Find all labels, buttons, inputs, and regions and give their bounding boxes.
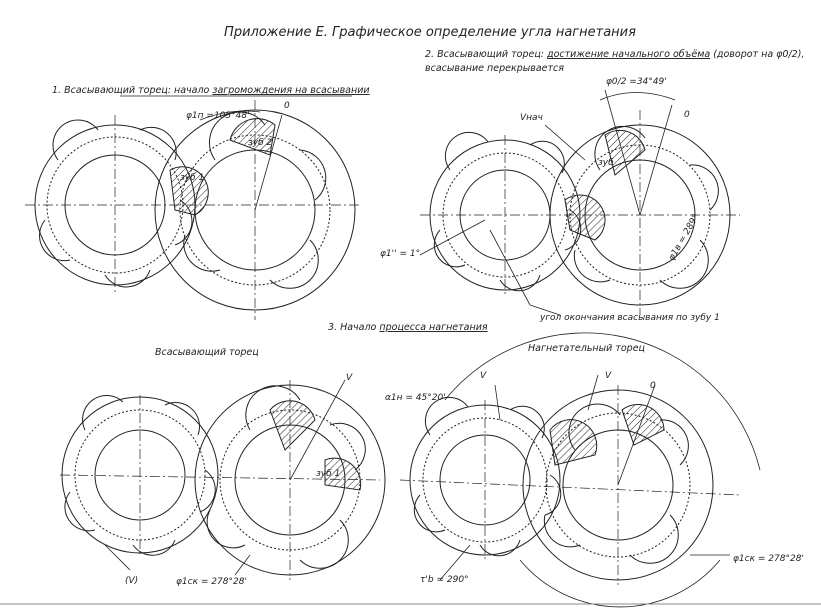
v-label-right-2: V xyxy=(605,371,612,381)
tooth-label-left: зуб 1 xyxy=(316,469,341,479)
discharge-end-subtitle: Нагнетательный торец xyxy=(528,343,646,354)
vparen-label: (V) xyxy=(125,576,139,586)
section1-caption: 1. Всасывающий торец: начало загромождения на всасывании xyxy=(52,85,370,96)
tooth2-label-1: зуб 2 xyxy=(248,138,273,148)
zero-label-1: 0 xyxy=(284,101,290,111)
tau-label: τ'b = 290° xyxy=(420,575,469,585)
section2-caption-line2: всасывание перекрывается xyxy=(425,63,564,74)
phi1pp-label: φ1'' = 1° xyxy=(380,249,421,259)
phi1sk-label-left: φ1ск = 278°28' xyxy=(176,577,247,587)
rotor-pair-1 xyxy=(25,100,360,320)
section2-caption-line1: 2. Всасывающий торец: достижение начального объёма (доворот на φ0/2), xyxy=(425,49,805,60)
section3-caption: 3. Начало процесса нагнетания xyxy=(328,322,488,333)
tooth1-label-1: зуб 1 xyxy=(180,173,205,183)
phi1n-label: φ1п =105°48' xyxy=(186,111,250,121)
vnach-label: Vнач xyxy=(520,113,543,123)
phi1b-label: φ1в = 289° xyxy=(666,212,702,263)
v-label-right-1: V xyxy=(480,371,487,381)
suction-end-subtitle: Всасывающий торец xyxy=(155,347,259,358)
rotor-pair-3-right xyxy=(400,333,760,607)
alpha-label: α1н = 45°20' xyxy=(385,393,446,403)
rotor-pair-2 xyxy=(420,90,740,315)
phi02-label: φ0/2 =34°49' xyxy=(606,77,667,87)
phi1sk-label-right: φ1ск = 278°28' xyxy=(733,554,804,564)
end-suction-label: угол окончания всасывания по зубу 1 xyxy=(540,313,720,323)
zero-label-2: 0 xyxy=(684,110,690,120)
tooth2-label-2: зуб xyxy=(598,158,614,168)
v-label-left: V xyxy=(346,373,353,383)
sheet-title: Приложение Е. Графическое определение угла нагнетания xyxy=(224,25,636,40)
rotor-pair-3-left xyxy=(60,380,385,580)
zero-label-3: 0 xyxy=(650,381,656,391)
